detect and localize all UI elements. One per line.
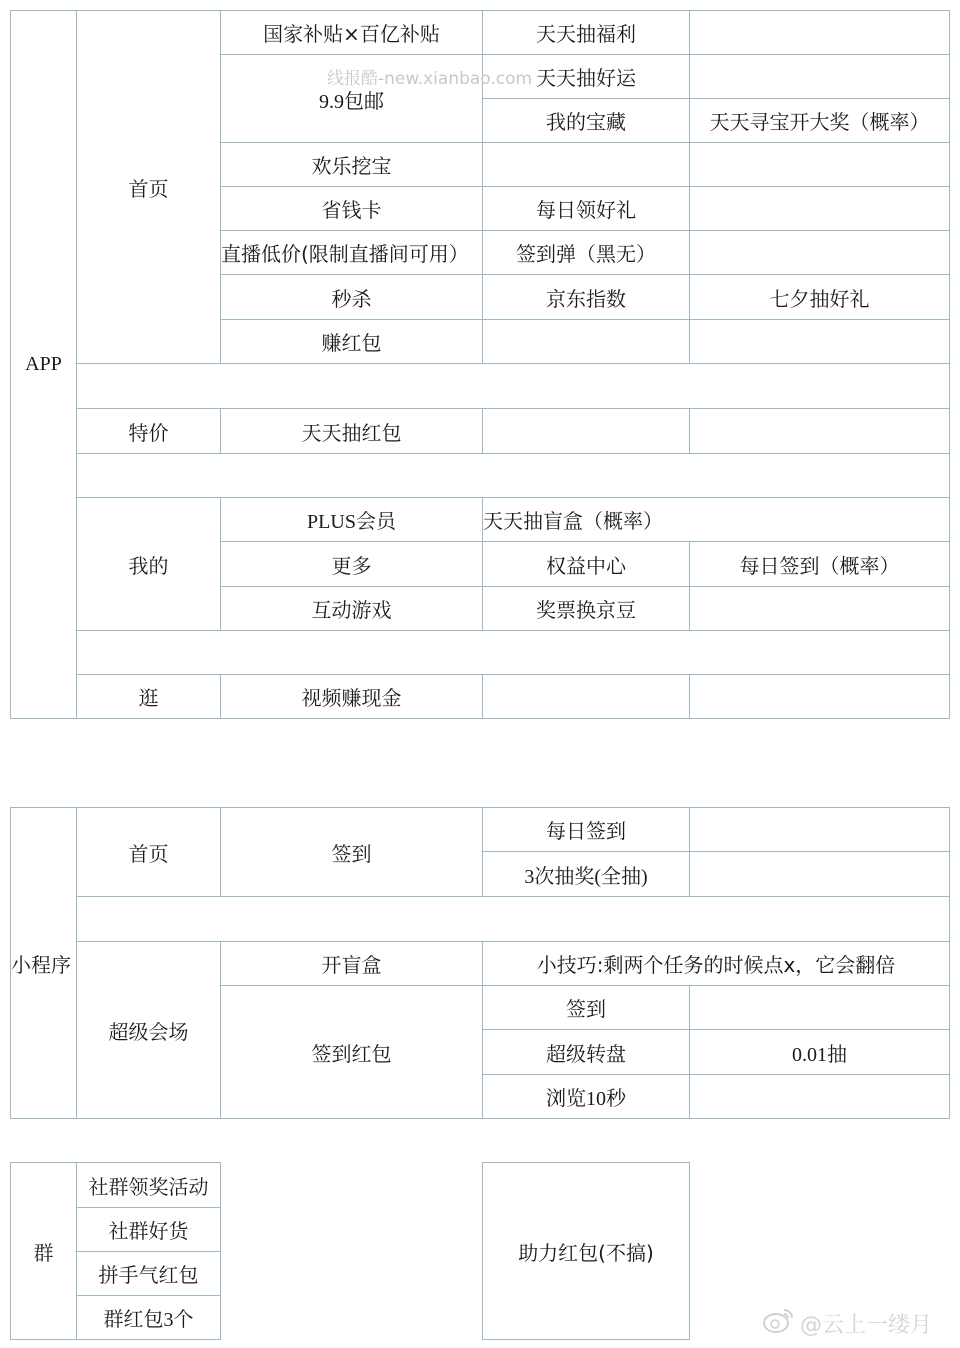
table-cell: PLUS会员 [220, 497, 483, 542]
table-cell: 小技巧:剩两个任务的时候点x，它会翻倍 [482, 941, 950, 986]
table-cell: 社群好货 [76, 1207, 221, 1252]
table-cell: 拼手气红包 [76, 1251, 221, 1296]
table-cell: 签到 [482, 985, 690, 1030]
table-cell: 国家补贴×百亿补贴 [220, 10, 483, 55]
table-cell: 开盲盒 [220, 941, 483, 986]
table-cell: 天天抽红包 [220, 408, 483, 454]
table-cell: 群红包3个 [76, 1295, 221, 1340]
table-cell: 天天寻宝开大奖（概率） [689, 98, 950, 143]
table-cell: 9.9包邮 [220, 54, 483, 143]
empty-cell [689, 186, 950, 231]
empty-cell [689, 1074, 950, 1119]
empty-cell [76, 630, 950, 675]
table-cell: 互动游戏 [220, 586, 483, 631]
table-cell: 超级转盘 [482, 1029, 690, 1075]
table-cell: 天天抽福利 [482, 10, 690, 55]
table-cell: 特价 [76, 408, 221, 454]
empty-cell [689, 10, 950, 55]
empty-cell [689, 319, 950, 364]
empty-cell [689, 54, 950, 99]
table-cell: 更多 [220, 541, 483, 587]
table-cell: 京东指数 [482, 274, 690, 320]
table-cell: 首页 [76, 10, 221, 364]
table-cell: 欢乐挖宝 [220, 142, 483, 187]
table-cell: 奖票换京豆 [482, 586, 690, 631]
table-cell: APP [10, 10, 77, 719]
table-cell: 助力红包(不搞) [482, 1162, 690, 1340]
empty-cell [689, 851, 950, 897]
table-cell: 权益中心 [482, 541, 690, 587]
empty-cell [689, 985, 950, 1030]
table-cell: 直播低价(限制直播间可用） [220, 230, 483, 275]
table-cell: 天天抽盲盒（概率） [482, 497, 950, 542]
table-cell: 每日签到 [482, 807, 690, 852]
table-cell: 签到弹（黑无） [482, 230, 690, 275]
empty-cell [689, 408, 950, 454]
table-cell: 天天抽好运 [482, 54, 690, 99]
empty-cell [482, 142, 690, 187]
table-cell: 群 [10, 1162, 77, 1340]
table-cell: 3次抽奖(全抽) [482, 851, 690, 897]
table-cell: 0.01抽 [689, 1029, 950, 1075]
table-cell: 签到红包 [220, 985, 483, 1119]
weibo-icon [762, 1306, 796, 1340]
empty-cell [689, 586, 950, 631]
table-cell: 视频赚现金 [220, 674, 483, 719]
table-cell: 首页 [76, 807, 221, 897]
table-cell: 省钱卡 [220, 186, 483, 231]
weibo-credit [762, 1306, 932, 1340]
empty-cell [689, 807, 950, 852]
table-cell: 签到 [220, 807, 483, 897]
empty-cell [482, 319, 690, 364]
table-cell: 赚红包 [220, 319, 483, 364]
table-cell: 我的宝藏 [482, 98, 690, 143]
empty-cell [76, 896, 950, 942]
table-cell: 社群领奖活动 [76, 1162, 221, 1208]
watermark-text: 线报酷-new.xianbao.com [327, 69, 533, 89]
table-cell: 超级会场 [76, 941, 221, 1119]
table-cell: 逛 [76, 674, 221, 719]
table-cell: 每日领好礼 [482, 186, 690, 231]
empty-cell [689, 674, 950, 719]
empty-cell [76, 363, 950, 409]
empty-cell [482, 674, 690, 719]
empty-cell [482, 408, 690, 454]
empty-cell [76, 453, 950, 498]
table-cell: 小程序 [10, 807, 77, 1119]
empty-cell [689, 230, 950, 275]
credit-handle: @云上一缕月 [800, 1312, 933, 1338]
table-cell: 秒杀 [220, 274, 483, 320]
table-cell: 七夕抽好礼 [689, 274, 950, 320]
table-cell: 每日签到（概率） [689, 541, 950, 587]
table-cell: 我的 [76, 497, 221, 631]
empty-cell [689, 142, 950, 187]
table-cell: 浏览10秒 [482, 1074, 690, 1119]
